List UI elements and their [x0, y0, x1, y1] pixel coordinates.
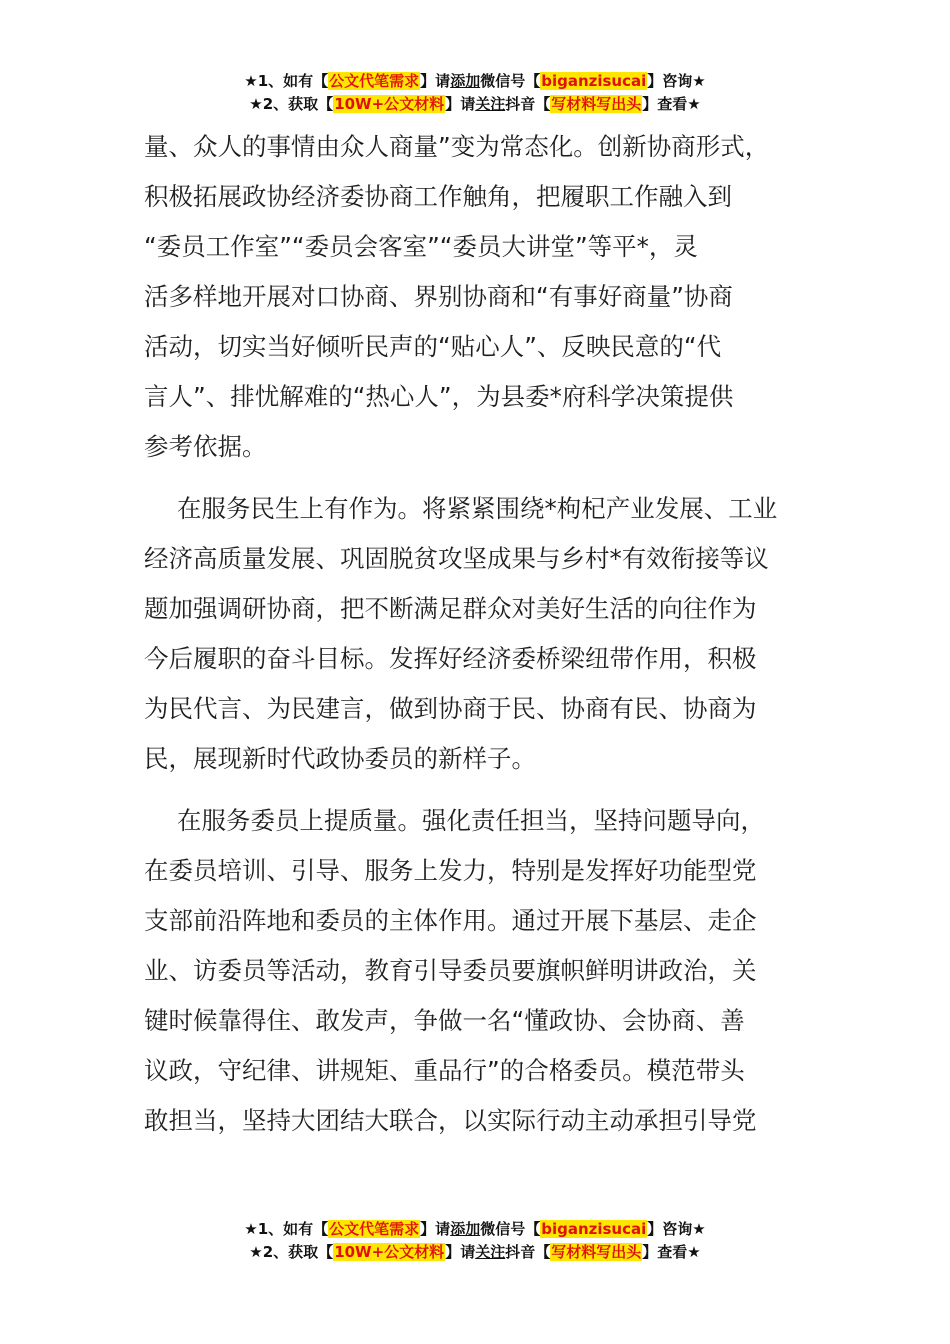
- text-line: 经济高质量发展、巩固脱贫攻坚成果与乡村*有效衔接等议: [144, 544, 769, 573]
- highlight-materials: 10W+公文材料: [334, 1243, 445, 1261]
- banner-text: ★1、如有【: [244, 1220, 329, 1238]
- header-banner: [0, 70, 950, 116]
- text-line: 敢担当，坚持大团结大联合，以实际行动主动承担引导党: [144, 1106, 757, 1135]
- highlight-douyin-account: 写材料写出头: [551, 1243, 642, 1261]
- banner-text: 】请: [420, 1220, 451, 1238]
- text-line: 为民代言、为民建言，做到协商于民、协商有民、协商为: [144, 694, 757, 723]
- text-line: 量、众人的事情由众人商量”变为常态化。创新协商形式，: [144, 132, 770, 161]
- text-line: 业、访委员等活动，教育引导委员要旗帜鲜明讲政治，关: [144, 956, 757, 985]
- banner-text: 微信号【: [480, 72, 541, 90]
- text-line: 支部前沿阵地和委员的主体作用。通过开展下基层、走企: [144, 906, 757, 935]
- text-line: 在委员培训、引导、服务上发力，特别是发挥好功能型党: [144, 856, 757, 885]
- banner-text-underlined: 添加: [450, 72, 481, 90]
- text-line: 参考依据。: [144, 432, 267, 461]
- banner-text: 】咨询★: [647, 1220, 706, 1238]
- banner-line-2: [0, 1241, 950, 1264]
- banner-text: 】请: [420, 72, 451, 90]
- banner-text: ★1、如有【: [244, 72, 329, 90]
- highlight-douyin-account: 写材料写出头: [551, 95, 642, 113]
- banner-text: 】请: [445, 1243, 476, 1261]
- banner-text: 抖音【: [505, 95, 551, 113]
- banner-text: 】查看★: [642, 1243, 701, 1261]
- text-line: 民，展现新时代政协委员的新样子。: [144, 744, 536, 773]
- banner-text: 微信号【: [480, 1220, 541, 1238]
- banner-text-underlined: 关注: [475, 95, 506, 113]
- highlight-service: 公文代笔需求: [329, 1220, 420, 1238]
- banner-line-1: [0, 70, 950, 93]
- text-line: 言人”、排忧解难的“热心人”，为县委*府科学决策提供: [144, 382, 734, 411]
- document-body: [144, 122, 808, 1146]
- highlight-wechat-id: biganzisucai: [541, 72, 647, 90]
- highlight-service: 公文代笔需求: [329, 72, 420, 90]
- text-line: 键时候靠得住、敢发声，争做一名“懂政协、会协商、善: [144, 1006, 745, 1035]
- banner-text: 】请: [445, 95, 476, 113]
- banner-line-2: [0, 93, 950, 116]
- text-line: 活多样地开展对口协商、界别协商和“有事好商量”协商: [144, 282, 733, 311]
- text-line: “委员工作室”“委员会客室”“委员大讲堂”等平*，灵: [144, 232, 698, 261]
- paragraph-continued: [144, 122, 808, 472]
- text-line: 今后履职的奋斗目标。发挥好经济委桥梁纽带作用，积极: [144, 644, 757, 673]
- banner-text: 】查看★: [642, 95, 701, 113]
- banner-text: 抖音【: [505, 1243, 551, 1261]
- banner-text: ★2、获取【: [249, 95, 334, 113]
- text-line: 议政，守纪律、讲规矩、重品行”的合格委员。模范带头: [144, 1056, 745, 1085]
- footer-banner: [0, 1218, 950, 1264]
- text-line: 活动，切实当好倾听民声的“贴心人”、反映民意的“代: [144, 332, 722, 361]
- highlight-materials: 10W+公文材料: [334, 95, 445, 113]
- banner-line-1: [0, 1218, 950, 1241]
- text-line: 在服务委员上提质量。强化责任担当，坚持问题导向，: [177, 806, 765, 835]
- banner-text-underlined: 添加: [450, 1220, 481, 1238]
- banner-text-underlined: 关注: [475, 1243, 506, 1261]
- banner-text: ★2、获取【: [249, 1243, 334, 1261]
- banner-text: 】咨询★: [647, 72, 706, 90]
- paragraph-members: [144, 796, 808, 1146]
- highlight-wechat-id: biganzisucai: [541, 1220, 647, 1238]
- text-line: 积极拓展政协经济委协商工作触角，把履职工作融入到: [144, 182, 732, 211]
- paragraph-livelihood: [144, 484, 808, 784]
- text-line: 在服务民生上有作为。将紧紧围绕*枸杞产业发展、工业: [177, 494, 778, 523]
- text-line: 题加强调研协商，把不断满足群众对美好生活的向往作为: [144, 594, 757, 623]
